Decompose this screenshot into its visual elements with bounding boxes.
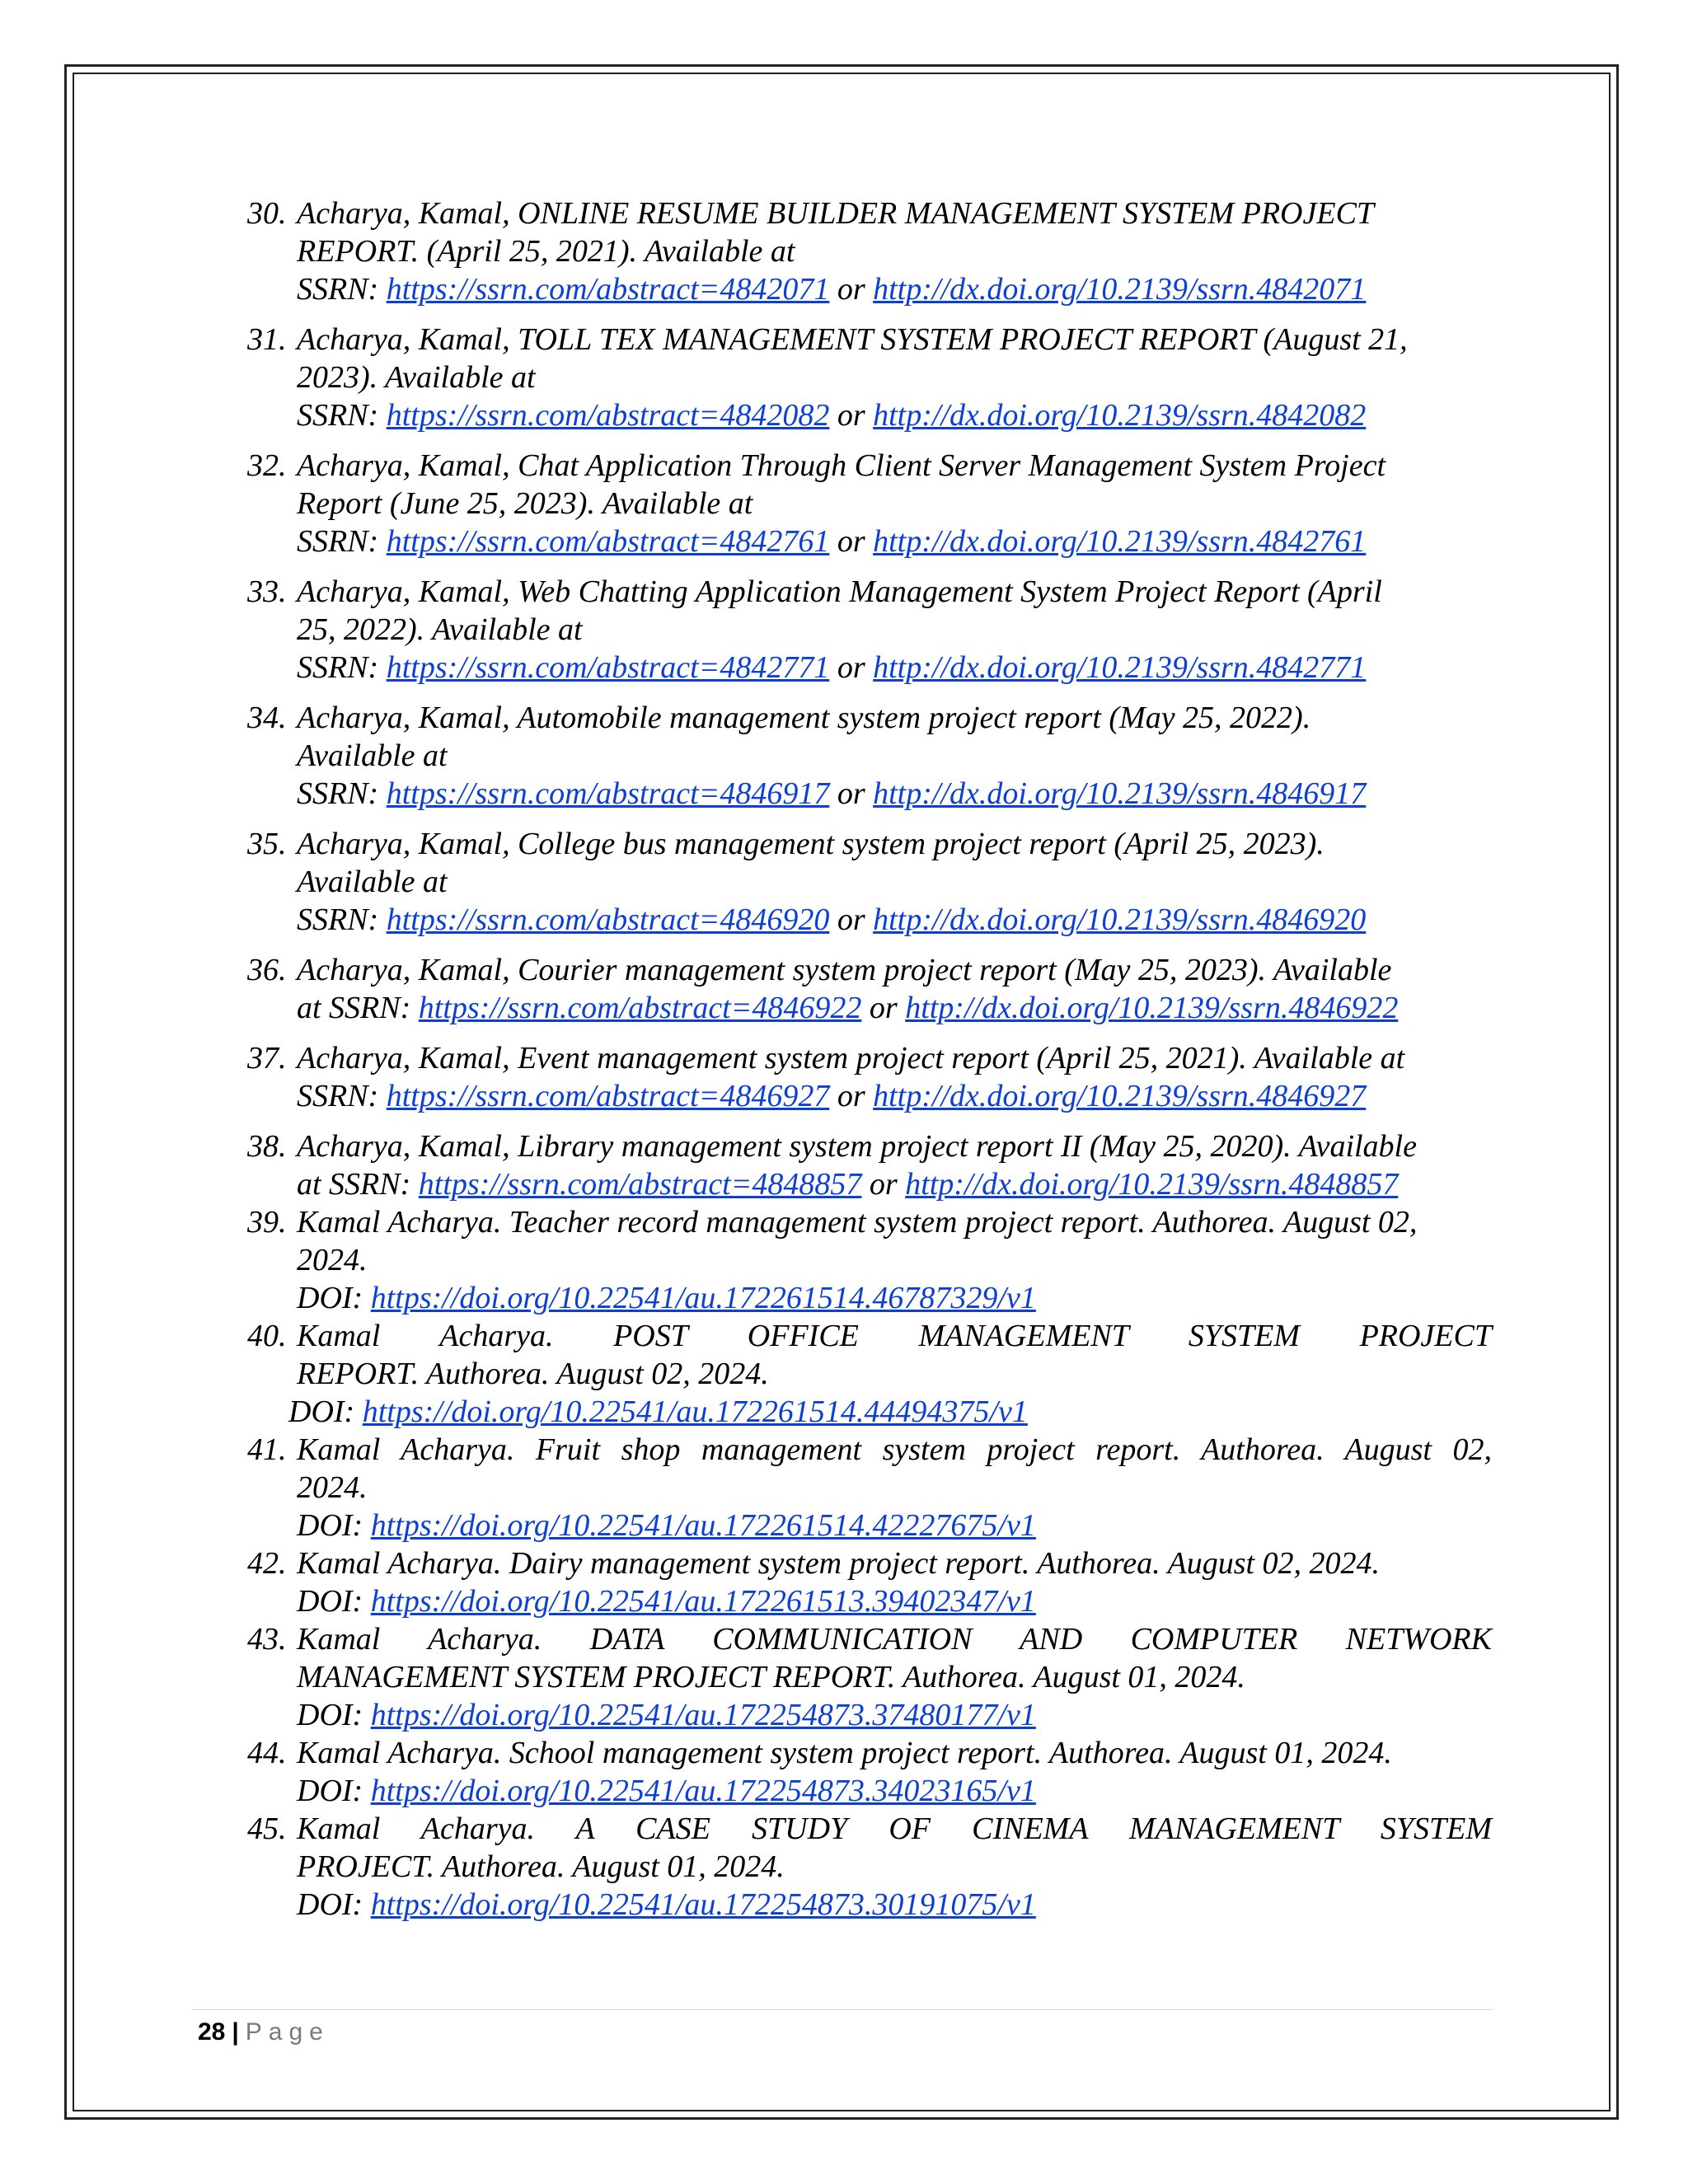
reference-text-line: Available at	[297, 865, 448, 899]
reference-text-line: Available at	[297, 738, 448, 773]
reference-number: 37.	[247, 1041, 287, 1076]
reference-links-line: SSRN: https://ssrn.com/abstract=4846927 or http://dx.doi.org/10.2139/ssrn.4846927	[297, 1079, 1367, 1113]
reference-item	[247, 1544, 1492, 1620]
ssrn-abstract-link[interactable]: https://ssrn.com/abstract=4842071	[386, 272, 830, 307]
reference-item	[247, 573, 1492, 687]
reference-text-line: Acharya, Kamal, Event management system project report (April 25, 2021). Available at	[297, 1041, 1405, 1076]
doi-link[interactable]: https://doi.org/10.22541/au.172261514.42227675/v1	[370, 1508, 1036, 1543]
reference-text-line: Acharya, Kamal, Web Chatting Application Management System Project Report (April	[297, 574, 1382, 609]
reference-text-line: Kamal Acharya. A CASE STUDY OF CINEMA MANAGEMENT SYSTEM	[297, 1811, 1492, 1846]
reference-number: 39.	[247, 1205, 287, 1240]
reference-number: 43.	[247, 1622, 287, 1657]
reference-text-line: Kamal Acharya. Dairy management system project report. Authorea. August 02, 2024.	[297, 1546, 1381, 1581]
reference-item	[247, 1620, 1492, 1734]
ssrn-abstract-link[interactable]: https://ssrn.com/abstract=4846922	[418, 991, 862, 1025]
reference-links-line: SSRN: https://ssrn.com/abstract=4846917 or http://dx.doi.org/10.2139/ssrn.4846917	[297, 776, 1367, 811]
reference-links-line: SSRN: https://ssrn.com/abstract=4842071 or http://dx.doi.org/10.2139/ssrn.4842071	[297, 272, 1367, 307]
doi-link[interactable]: https://doi.org/10.22541/au.172261514.44494375/v1	[362, 1394, 1028, 1429]
reference-links-line: DOI: https://doi.org/10.22541/au.172261513.39402347/v1	[297, 1584, 1036, 1619]
reference-text-line: Acharya, Kamal, Courier management system project report (May 25, 2023). Available	[297, 953, 1392, 987]
reference-text-line: Acharya, Kamal, Automobile management system project report (May 25, 2022).	[297, 701, 1311, 735]
reference-text-line: Kamal Acharya. Fruit shop management system project report. Authorea. August 02,	[297, 1432, 1492, 1467]
doi-link[interactable]: https://doi.org/10.22541/au.172254873.34023165/v1	[370, 1774, 1036, 1808]
reference-number: 35.	[247, 827, 287, 861]
reference-text-line: MANAGEMENT SYSTEM PROJECT REPORT. Authorea. August 01, 2024.	[297, 1660, 1245, 1694]
reference-text-line: Kamal Acharya. DATA COMMUNICATION AND COMPUTER NETWORK	[297, 1622, 1492, 1657]
reference-item	[247, 1317, 1492, 1431]
reference-number: 42.	[247, 1546, 287, 1581]
doi-link[interactable]: https://doi.org/10.22541/au.172261514.46787329/v1	[370, 1281, 1036, 1315]
doi-link[interactable]: http://dx.doi.org/10.2139/ssrn.4842761	[873, 524, 1367, 559]
doi-link[interactable]: http://dx.doi.org/10.2139/ssrn.4846922	[905, 991, 1399, 1025]
reference-text-line: Kamal Acharya. POST OFFICE MANAGEMENT SYSTEM PROJECT	[297, 1319, 1492, 1353]
reference-item	[247, 321, 1492, 434]
doi-link[interactable]: http://dx.doi.org/10.2139/ssrn.4842071	[873, 272, 1367, 307]
reference-text-line: Kamal Acharya. School management system project report. Authorea. August 01, 2024.	[297, 1736, 1392, 1770]
page-footer	[198, 2016, 330, 2049]
doi-link[interactable]: https://doi.org/10.22541/au.172261513.39402347/v1	[370, 1584, 1036, 1619]
reference-item	[247, 447, 1492, 560]
ssrn-abstract-link[interactable]: https://ssrn.com/abstract=4842082	[386, 398, 830, 433]
reference-links-line: DOI: https://doi.org/10.22541/au.172261514.46787329/v1	[297, 1281, 1036, 1315]
reference-text-line: Acharya, Kamal, TOLL TEX MANAGEMENT SYSTEM PROJECT REPORT (August 21,	[297, 322, 1408, 357]
reference-text-line: 2024.	[297, 1470, 368, 1505]
reference-links-line: DOI: https://doi.org/10.22541/au.172261514.42227675/v1	[297, 1508, 1036, 1543]
reference-links-line: SSRN: https://ssrn.com/abstract=4846920 or http://dx.doi.org/10.2139/ssrn.4846920	[297, 902, 1367, 937]
reference-number: 32.	[247, 448, 287, 483]
footer-separator: |	[232, 2018, 239, 2046]
doi-link[interactable]: http://dx.doi.org/10.2139/ssrn.4846927	[873, 1079, 1367, 1113]
reference-number: 30.	[247, 196, 287, 231]
reference-text-line: Acharya, Kamal, College bus management system project report (April 25, 2023).	[297, 827, 1325, 861]
reference-item	[247, 1203, 1492, 1317]
doi-link[interactable]: http://dx.doi.org/10.2139/ssrn.4842771	[873, 650, 1367, 685]
reference-item	[247, 194, 1492, 308]
ssrn-abstract-link[interactable]: https://ssrn.com/abstract=4842771	[386, 650, 830, 685]
reference-text-line: 2024.	[297, 1243, 368, 1277]
reference-item	[247, 1734, 1492, 1810]
reference-number: 36.	[247, 953, 287, 987]
reference-item	[247, 1127, 1492, 1203]
reference-number: 31.	[247, 322, 287, 357]
doi-link[interactable]: http://dx.doi.org/10.2139/ssrn.4846920	[873, 902, 1367, 937]
reference-item	[247, 1039, 1492, 1115]
reference-number: 41.	[247, 1432, 287, 1467]
reference-text-line: Acharya, Kamal, ONLINE RESUME BUILDER MANAGEMENT SYSTEM PROJECT	[297, 196, 1375, 231]
reference-text-line: 2023). Available at	[297, 360, 536, 395]
reference-text-line: REPORT. (April 25, 2021). Available at	[297, 234, 795, 269]
reference-item	[247, 825, 1492, 939]
doi-link[interactable]: https://doi.org/10.22541/au.172254873.37480177/v1	[370, 1698, 1036, 1732]
reference-number: 33.	[247, 574, 287, 609]
reference-links-line: DOI: https://doi.org/10.22541/au.172254873.34023165/v1	[297, 1774, 1036, 1808]
reference-item	[247, 699, 1492, 813]
ssrn-abstract-link[interactable]: https://ssrn.com/abstract=4842761	[386, 524, 830, 559]
footer-divider	[191, 2009, 1492, 2010]
reference-list	[247, 194, 1492, 1924]
doi-link[interactable]: http://dx.doi.org/10.2139/ssrn.4846917	[873, 776, 1367, 811]
doi-link[interactable]: http://dx.doi.org/10.2139/ssrn.4848857	[905, 1167, 1399, 1202]
page-label: Page	[245, 2018, 330, 2046]
page-number: 28	[198, 2018, 226, 2046]
reference-text-line: Kamal Acharya. Teacher record management system project report. Authorea. August 02,	[297, 1205, 1418, 1240]
ssrn-abstract-link[interactable]: https://ssrn.com/abstract=4846920	[386, 902, 830, 937]
reference-links-line: SSRN: https://ssrn.com/abstract=4842761 or http://dx.doi.org/10.2139/ssrn.4842761	[297, 524, 1367, 559]
reference-item	[247, 1431, 1492, 1544]
reference-text-line: PROJECT. Authorea. August 01, 2024.	[297, 1849, 785, 1884]
doi-link[interactable]: https://doi.org/10.22541/au.172254873.30191075/v1	[370, 1887, 1036, 1922]
reference-links-line: SSRN: https://ssrn.com/abstract=4842771 or http://dx.doi.org/10.2139/ssrn.4842771	[297, 650, 1367, 685]
reference-text-line: Report (June 25, 2023). Available at	[297, 486, 753, 521]
reference-number: 34.	[247, 701, 287, 735]
ssrn-abstract-link[interactable]: https://ssrn.com/abstract=4846917	[386, 776, 830, 811]
ssrn-abstract-link[interactable]: https://ssrn.com/abstract=4848857	[418, 1167, 862, 1202]
reference-links-line: DOI: https://doi.org/10.22541/au.172254873.37480177/v1	[297, 1698, 1036, 1732]
reference-links-line: at SSRN: https://ssrn.com/abstract=4846922 or http://dx.doi.org/10.2139/ssrn.4846922	[297, 991, 1399, 1025]
reference-links-line: SSRN: https://ssrn.com/abstract=4842082 or http://dx.doi.org/10.2139/ssrn.4842082	[297, 398, 1367, 433]
reference-text-line: 25, 2022). Available at	[297, 612, 583, 647]
reference-text-line: Acharya, Kamal, Library management system project report II (May 25, 2020). Available	[297, 1129, 1417, 1164]
reference-text-line: Acharya, Kamal, Chat Application Through Client Server Management System Project	[297, 448, 1386, 483]
reference-number: 38.	[247, 1129, 287, 1164]
reference-number: 40.	[247, 1319, 287, 1353]
reference-text-line: REPORT. Authorea. August 02, 2024.	[297, 1357, 769, 1391]
doi-link[interactable]: http://dx.doi.org/10.2139/ssrn.4842082	[873, 398, 1367, 433]
reference-number: 45.	[247, 1811, 287, 1846]
reference-links-line: DOI: https://doi.org/10.22541/au.172261514.44494375/v1	[288, 1394, 1028, 1429]
reference-item	[247, 1810, 1492, 1924]
reference-links-line: DOI: https://doi.org/10.22541/au.172254873.30191075/v1	[297, 1887, 1036, 1922]
reference-number: 44.	[247, 1736, 287, 1770]
ssrn-abstract-link[interactable]: https://ssrn.com/abstract=4846927	[386, 1079, 830, 1113]
reference-item	[247, 951, 1492, 1027]
reference-links-line: at SSRN: https://ssrn.com/abstract=4848857 or http://dx.doi.org/10.2139/ssrn.4848857	[297, 1167, 1399, 1202]
